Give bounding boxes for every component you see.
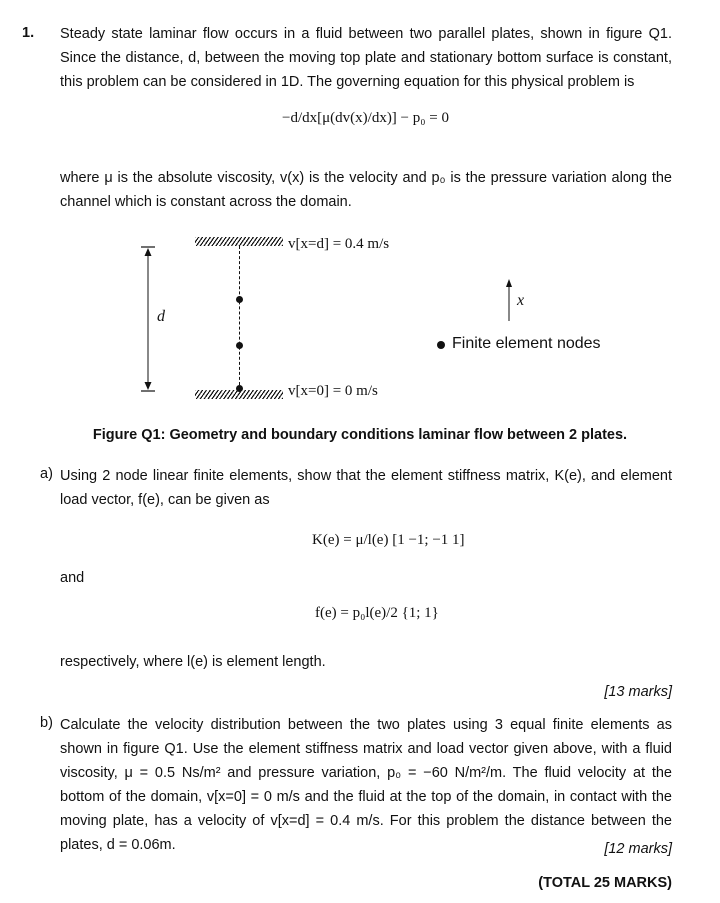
part-a-label: a) [40, 466, 53, 482]
stiffness-matrix-equation: K(e) = μ/l(e) [1 −1; −1 1] [312, 532, 465, 548]
figure-caption: Figure Q1: Geometry and boundary conditions laminar flow between 2 plates. [92, 427, 628, 443]
legend-node-marker [437, 341, 445, 349]
governing-equation: −d/dx[μ(dv(x)/dx)] − p₀ = 0 [282, 110, 449, 126]
part-b-label: b) [40, 715, 53, 731]
part-b-text: Calculate the velocity distribution between the two plates using 3 equal finite elements as shown in figure Q1. Use the element stiffness matrix and load vector given above, with a fluid viscosity, μ = 0.5 Ns/m² and pressure variation, p₀ = −60 N/m²/m. The fluid velocity at the bottom of the domain, v[x=0] = 0 m/s and the fluid at the top of the domain, in contact with the moving plate, has a velocity of v[x=d] = 0.4 m/s. For this problem the distance between the plates, d = 0.06m. [60, 717, 672, 853]
part-b-marks: [12 marks] [604, 841, 672, 857]
top-plate [195, 237, 283, 246]
distance-label: d [157, 308, 165, 325]
x-axis-label: x [517, 292, 525, 309]
x-axis-arrow [503, 279, 515, 321]
load-vector-equation: f(e) = p₀l(e)/2 {1; 1} [315, 605, 439, 621]
bottom-boundary-condition: v[x=0] = 0 m/s [288, 383, 378, 399]
finite-element-node [236, 296, 243, 303]
and-text: and [60, 570, 85, 586]
finite-element-node [236, 385, 243, 392]
finite-element-node [236, 342, 243, 349]
part-a-marks: [13 marks] [604, 684, 672, 700]
total-marks: (TOTAL 25 MARKS) [538, 875, 672, 891]
legend-label: Finite element nodes [452, 335, 601, 352]
distance-dimension-arrow [138, 245, 158, 395]
part-a-respectively: respectively, where l(e) is element length. [60, 654, 326, 670]
question-number: 1. [22, 25, 35, 41]
part-a-text: Using 2 node linear finite elements, show that the element stiffness matrix, K(e), and element load vector, f(e), can be given as [60, 468, 672, 508]
top-boundary-condition: v[x=d] = 0.4 m/s [288, 236, 390, 252]
element-dashed-line [239, 246, 240, 390]
where-paragraph: where μ is the absolute viscosity, v(x) is the velocity and p₀ is the pressure variation along the channel which is constant across the domain. [60, 170, 672, 210]
question-intro: Steady state laminar flow occurs in a fluid between two parallel plates, shown in figure Q1. Since the distance, d, between the moving top plate and stationary bottom surface is constant, this problem can be considered in 1D. The governing equation for this physical problem is [60, 26, 672, 90]
